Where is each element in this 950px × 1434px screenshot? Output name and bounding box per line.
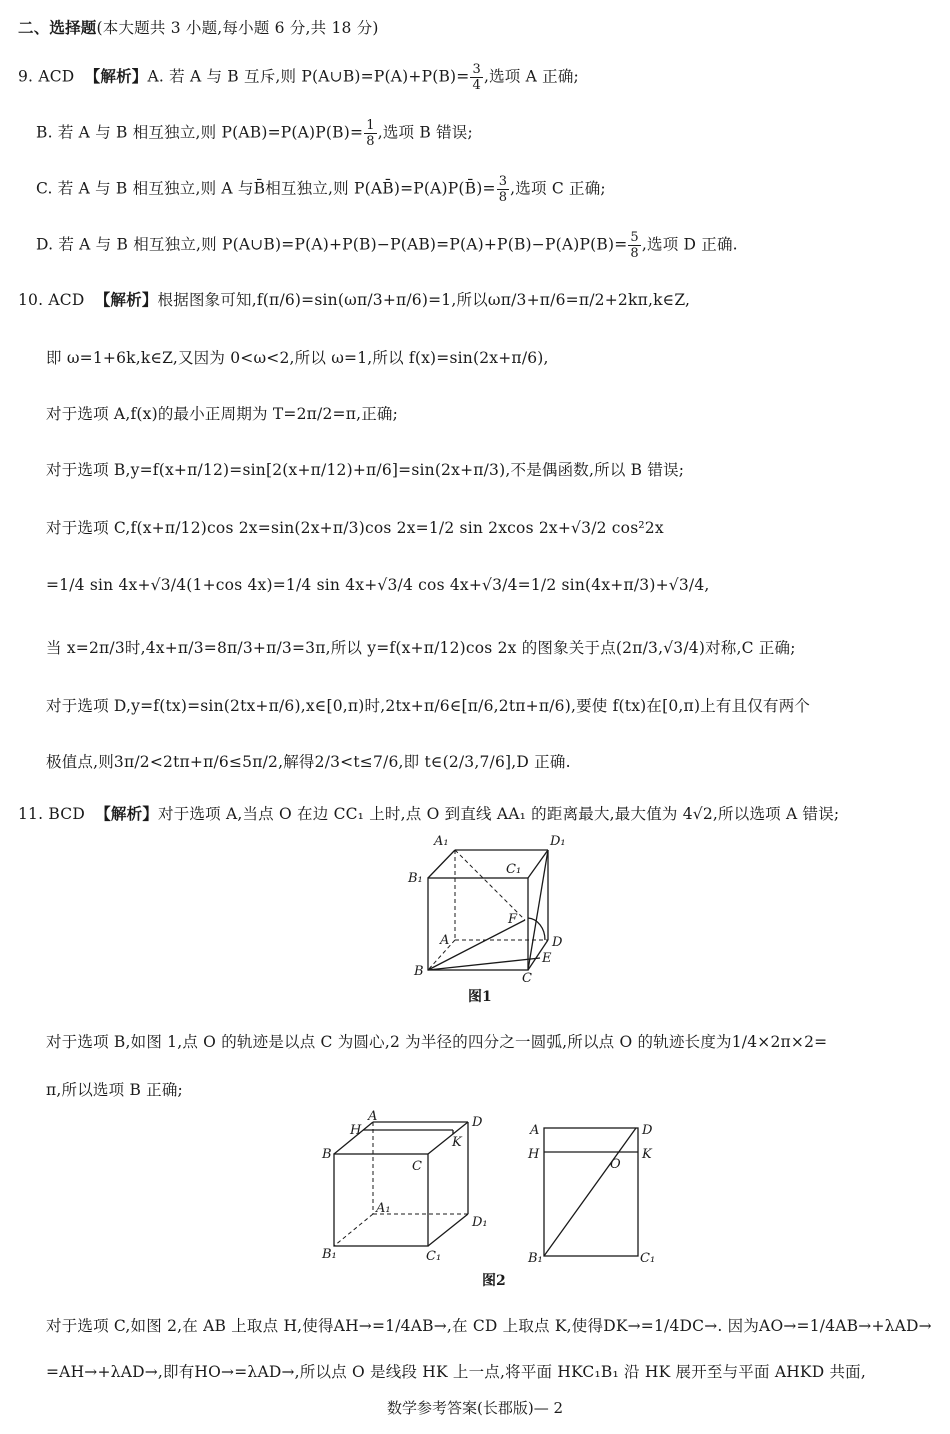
q9-d-end: ,选项 D 正确.: [641, 235, 738, 254]
fig2b-label-c1: C₁: [640, 1251, 656, 1266]
fig2b-label-a: A: [530, 1123, 540, 1138]
fig2-label-c: C: [412, 1159, 422, 1174]
fig2-label-h: H: [350, 1123, 362, 1138]
q10-line-5: 对于选项 C,f(x+π/12)cos 2x=sin(2x+π/3)cos 2x=1/2 sin 2xcos 2x+√3/2 cos²2x: [46, 519, 664, 537]
q10-line-8: 对于选项 D,y=f(tx)=sin(2tx+π/6),x∈[0,π)时,2tx+π/6∈[π/6,2tπ+π/6),要使 f(tx)在[0,π)上有且仅有两个: [46, 697, 811, 715]
fig2b-label-d: D: [642, 1123, 653, 1138]
q9-line-d: [36, 230, 738, 261]
fig2b-label-o: O: [610, 1157, 621, 1172]
q9-b-text: B. 若 A 与 B 相互独立,则 P(AB)=P(A)P(B)=: [36, 123, 364, 142]
q10-line-9: 极值点,则3π/2<2tπ+π/6≤5π/2,解得2/3<t≤7/6,即 t∈(2/3,7/6],D 正确.: [46, 753, 571, 771]
q9-c-end: ,选项 C 正确;: [510, 179, 606, 198]
q9-line-b: [36, 118, 473, 149]
q9-d-fraction: $\frac{5}{8}$: [630, 230, 639, 261]
fig1-label-d: D: [552, 935, 563, 950]
fig2b-label-h: H: [528, 1147, 540, 1162]
q11-text-1: 对于选项 A,当点 O 在边 CC₁ 上时,点 O 到直线 AA₁ 的距离最大,最大值为 4√2,所以选项 A 错误;: [158, 805, 840, 823]
q10-line-1: [18, 288, 690, 310]
fig1-label-a: A: [440, 933, 450, 948]
fig2-label-d: D: [472, 1115, 483, 1130]
q9-a-text: A. 若 A 与 B 互斥,则 P(A∪B)=P(A)+P(B)=: [147, 67, 470, 86]
q9-a-fraction: $\frac{3}{4}$: [472, 62, 481, 93]
q11-line-5: =AH→+λAD→,即有HO→=λAD→,所以点 O 是线段 HK 上一点,将平面 HKC₁B₁ 沿 HK 展开至与平面 AHKD 共面,: [46, 1363, 866, 1381]
fig2-label-d1: D₁: [472, 1215, 488, 1230]
q11-line-3: π,所以选项 B 正确;: [46, 1081, 183, 1099]
q9-line-c: [36, 174, 606, 205]
fig1-label-f: F: [508, 912, 518, 927]
section-note: (本大题共 3 小题,每小题 6 分,共 18 分): [96, 19, 379, 37]
q9-a-end: ,选项 A 正确;: [483, 67, 579, 86]
fig2-label-a1: A₁: [376, 1201, 391, 1216]
fig2-label-b1: B₁: [322, 1247, 337, 1262]
fig1-label-a1: A₁: [434, 834, 449, 849]
q9-d-text: D. 若 A 与 B 相互独立,则 P(A∪B)=P(A)+P(B)−P(AB)=P(A)+P(B)−P(A)P(B)=: [36, 235, 628, 254]
fig1-label-c1: C₁: [506, 862, 522, 877]
q11-line-1: [18, 802, 839, 824]
section-header: [18, 16, 379, 38]
q10-line-2: 即 ω=1+6k,k∈Z,又因为 0<ω<2,所以 ω=1,所以 f(x)=sin(2x+π/6),: [46, 349, 549, 367]
page-footer: 数学参考答案(长郡版)— 2: [386, 1399, 564, 1417]
fig1-label-c: C: [522, 971, 532, 986]
fig2-label-c1: C₁: [426, 1249, 442, 1264]
fig2-label-a: A: [368, 1109, 378, 1124]
q11-line-4: 对于选项 C,如图 2,在 AB 上取点 H,使得AH→=1/4AB→,在 CD 上取点 K,使得DK→=1/4DC→. 因为AO→=1/4AB→+λAD→: [46, 1317, 932, 1335]
q10-line-4: 对于选项 B,y=f(x+π/12)=sin[2(x+π/12)+π/6]=sin(2x+π/3),不是偶函数,所以 B 错误;: [46, 461, 685, 479]
figure-2-unfolded: [524, 1116, 664, 1266]
fig1-label-b: B: [414, 964, 424, 979]
fig2-label-b: B: [322, 1147, 332, 1162]
q10-line-7: 当 x=2π/3时,4x+π/3=8π/3+π/3=3π,所以 y=f(x+π/12)cos 2x 的图象关于点(2π/3,√3/4)对称,C 正确;: [46, 639, 796, 657]
q11-answer: 11. BCD: [18, 805, 85, 823]
fig1-label-d1: D₁: [550, 834, 566, 849]
q9-b-fraction: $\frac{1}{8}$: [366, 118, 375, 149]
q9-c-text: C. 若 A 与 B 相互独立,则 A 与B̄相互独立,则 P(AB̄)=P(A)P(B̄)=: [36, 179, 496, 198]
section-title: 二、选择题: [18, 18, 97, 37]
q10-line-3: 对于选项 A,f(x)的最小正周期为 T=2π/2=π,正确;: [46, 405, 399, 423]
figure-1-caption: 图1: [468, 989, 492, 1005]
figure-1-cube: [400, 828, 580, 988]
q11-line-2: 对于选项 B,如图 1,点 O 的轨迹是以点 C 为圆心,2 为半径的四分之一圆弧,所以点 O 的轨迹长度为1/4×2π×2=: [46, 1033, 828, 1051]
q10-tag: 【解析】: [94, 290, 158, 309]
q10-text-1: 根据图象可知,f(π/6)=sin(ωπ/3+π/6)=1,所以ωπ/3+π/6=π/2+2kπ,k∈Z,: [157, 291, 691, 309]
q9-line-a: [18, 62, 579, 93]
q9-tag: 【解析】: [84, 66, 148, 86]
q11-tag: 【解析】: [95, 804, 159, 823]
fig1-label-b1: B₁: [408, 871, 423, 886]
fig2b-label-b1: B₁: [528, 1251, 543, 1266]
figure-2-caption: 图2: [482, 1273, 506, 1289]
q9-answer: 9. ACD: [18, 67, 75, 86]
figure-2-cube: [318, 1108, 498, 1268]
fig2b-label-k: K: [642, 1147, 652, 1162]
q10-line-6: =1/4 sin 4x+√3/4(1+cos 4x)=1/4 sin 4x+√3/4 cos 4x+√3/4=1/2 sin(4x+π/3)+√3/4,: [46, 576, 710, 594]
q10-answer: 10. ACD: [18, 291, 85, 309]
q9-c-fraction: $\frac{3}{8}$: [498, 174, 508, 205]
fig1-label-e: E: [542, 951, 552, 966]
fig2-label-k: K: [452, 1135, 462, 1150]
q9-b-end: ,选项 B 错误;: [377, 123, 473, 142]
